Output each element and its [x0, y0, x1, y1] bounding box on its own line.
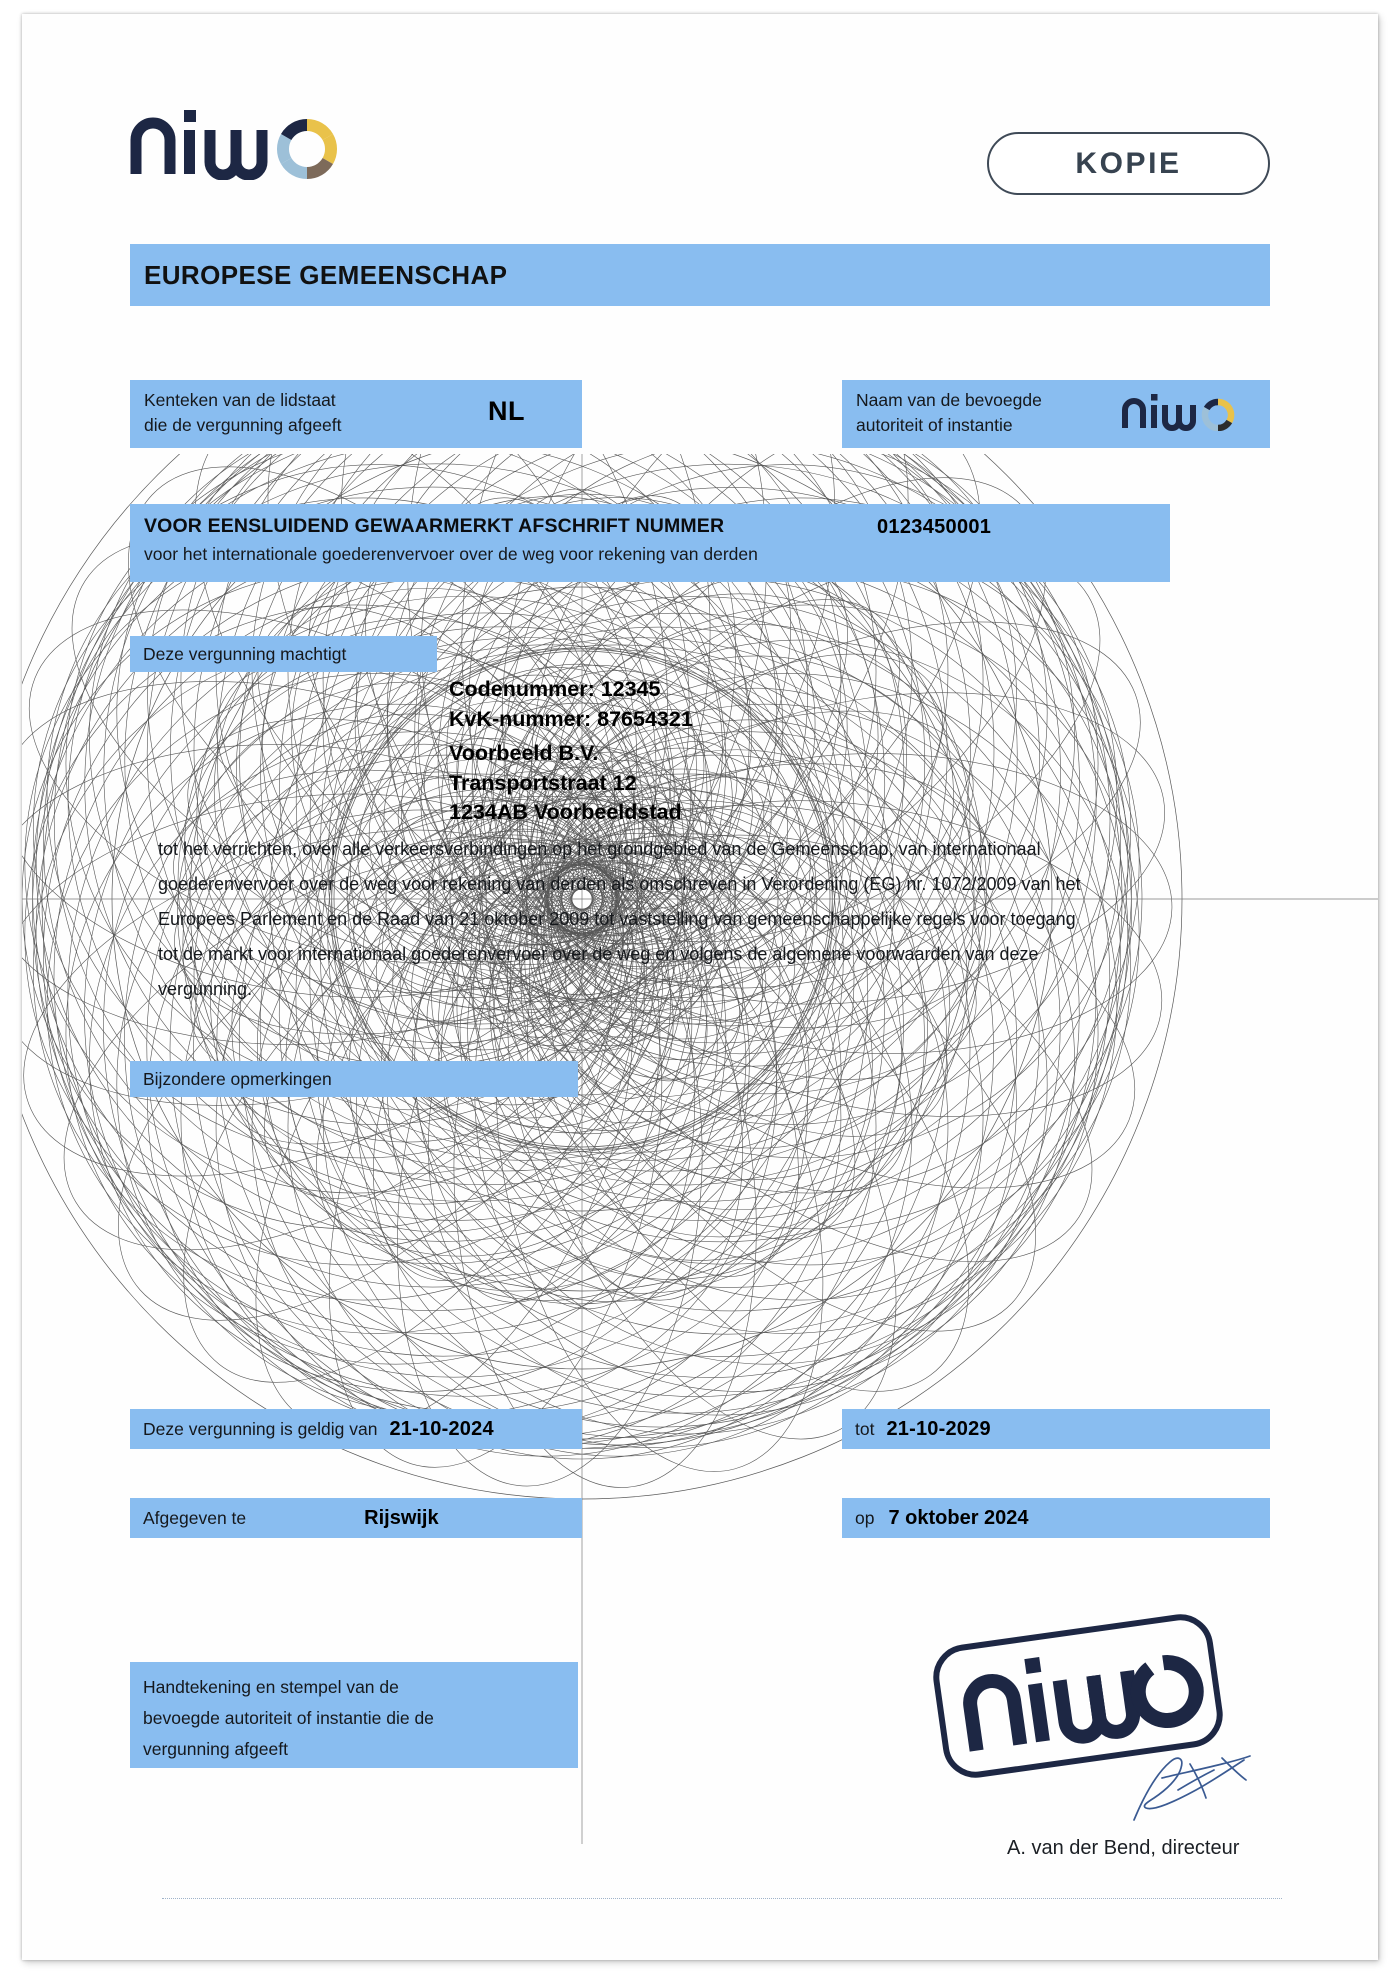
member-state-label-line2: die de vergunning afgeeft	[144, 415, 342, 435]
niwo-logo-small	[1121, 389, 1257, 431]
kopie-badge	[987, 132, 1270, 195]
issued-place-field	[130, 1498, 582, 1538]
signature-label-field	[130, 1662, 578, 1768]
authority-label-line2: autoriteit of instantie	[856, 415, 1013, 435]
kopie-label: KOPIE	[1075, 146, 1182, 180]
licence-holder-block	[449, 675, 693, 828]
issued-place-value: Rijswijk	[364, 1506, 439, 1529]
issued-date-field	[842, 1498, 1270, 1538]
signature-label-line1: Handtekening en stempel van de	[143, 1677, 399, 1697]
handwritten-signature	[1126, 1750, 1256, 1828]
body-line: Europees Parlement en de Raad van 21 oktober 2009 tot vaststelling van gemeenschappelijke regels voor toegang	[158, 909, 1076, 929]
signature-label-line2: bevoegde autoriteit of instantie die de	[143, 1708, 434, 1728]
authority-field	[842, 380, 1270, 448]
certificate-page	[22, 14, 1378, 1960]
authorisation-body-text	[158, 832, 1200, 1007]
member-state-field	[130, 380, 582, 448]
special-remarks-label: Bijzondere opmerkingen	[143, 1068, 332, 1089]
validity-to-value: 21-10-2029	[886, 1417, 991, 1440]
certificate-number-field	[130, 504, 1170, 582]
member-state-code: NL	[488, 396, 525, 426]
special-remarks-field	[130, 1061, 578, 1097]
footer-divider	[162, 1898, 1282, 1899]
holder-kvk-number: KvK-nummer: 87654321	[449, 706, 693, 731]
validity-to-field	[842, 1409, 1270, 1449]
certificate-title: VOOR EENSLUIDEND GEWAARMERKT AFSCHRIFT NUMMER	[144, 515, 725, 537]
holder-code-number: Codenummer: 12345	[449, 677, 661, 701]
body-line: tot de markt voor internationaal goederenvervoer over de weg en volgens de algemene voorwaarden van deze	[158, 944, 1039, 964]
director-name: A. van der Bend, directeur	[1007, 1837, 1240, 1859]
holder-street: Transportstraat 12	[449, 770, 637, 795]
certificate-subtitle: voor het internationale goederenvervoer over de weg voor rekening van derden	[144, 544, 758, 564]
european-community-banner	[130, 244, 1270, 306]
holder-company-name: Voorbeeld B.V.	[449, 741, 599, 765]
validity-from-value: 21-10-2024	[389, 1417, 494, 1440]
member-state-label-line1: Kenteken van de lidstaat	[144, 390, 336, 410]
certificate-number: 0123450001	[877, 516, 992, 538]
authorisation-label: Deze vergunning machtigt	[143, 643, 347, 664]
body-line: tot het verrichten, over alle verkeersverbindingen op het grondgebied van de Gemeenschap, van internationaal	[158, 839, 1041, 859]
issued-date-label: op	[855, 1507, 875, 1528]
holder-city: 1234AB Voorbeeldstad	[449, 800, 682, 824]
niwo-logo	[130, 102, 385, 180]
body-line: goederenvervoer over de weg voor rekening van derden als omschreven in Verordening (EG) nr. 1072/2009 van het	[158, 874, 1081, 894]
issued-date-value: 7 oktober 2024	[888, 1506, 1029, 1529]
banner-title: EUROPESE GEMEENSCHAP	[144, 259, 508, 290]
validity-to-label: tot	[855, 1418, 875, 1439]
signature-label-line3: vergunning afgeeft	[143, 1739, 288, 1759]
validity-from-label: Deze vergunning is geldig van	[143, 1418, 378, 1439]
authority-label-line1: Naam van de bevoegde	[856, 390, 1042, 410]
body-line: vergunning.	[158, 979, 253, 999]
authorisation-label-field	[130, 636, 437, 672]
validity-from-field	[130, 1409, 582, 1449]
issued-place-label: Afgegeven te	[143, 1507, 247, 1528]
